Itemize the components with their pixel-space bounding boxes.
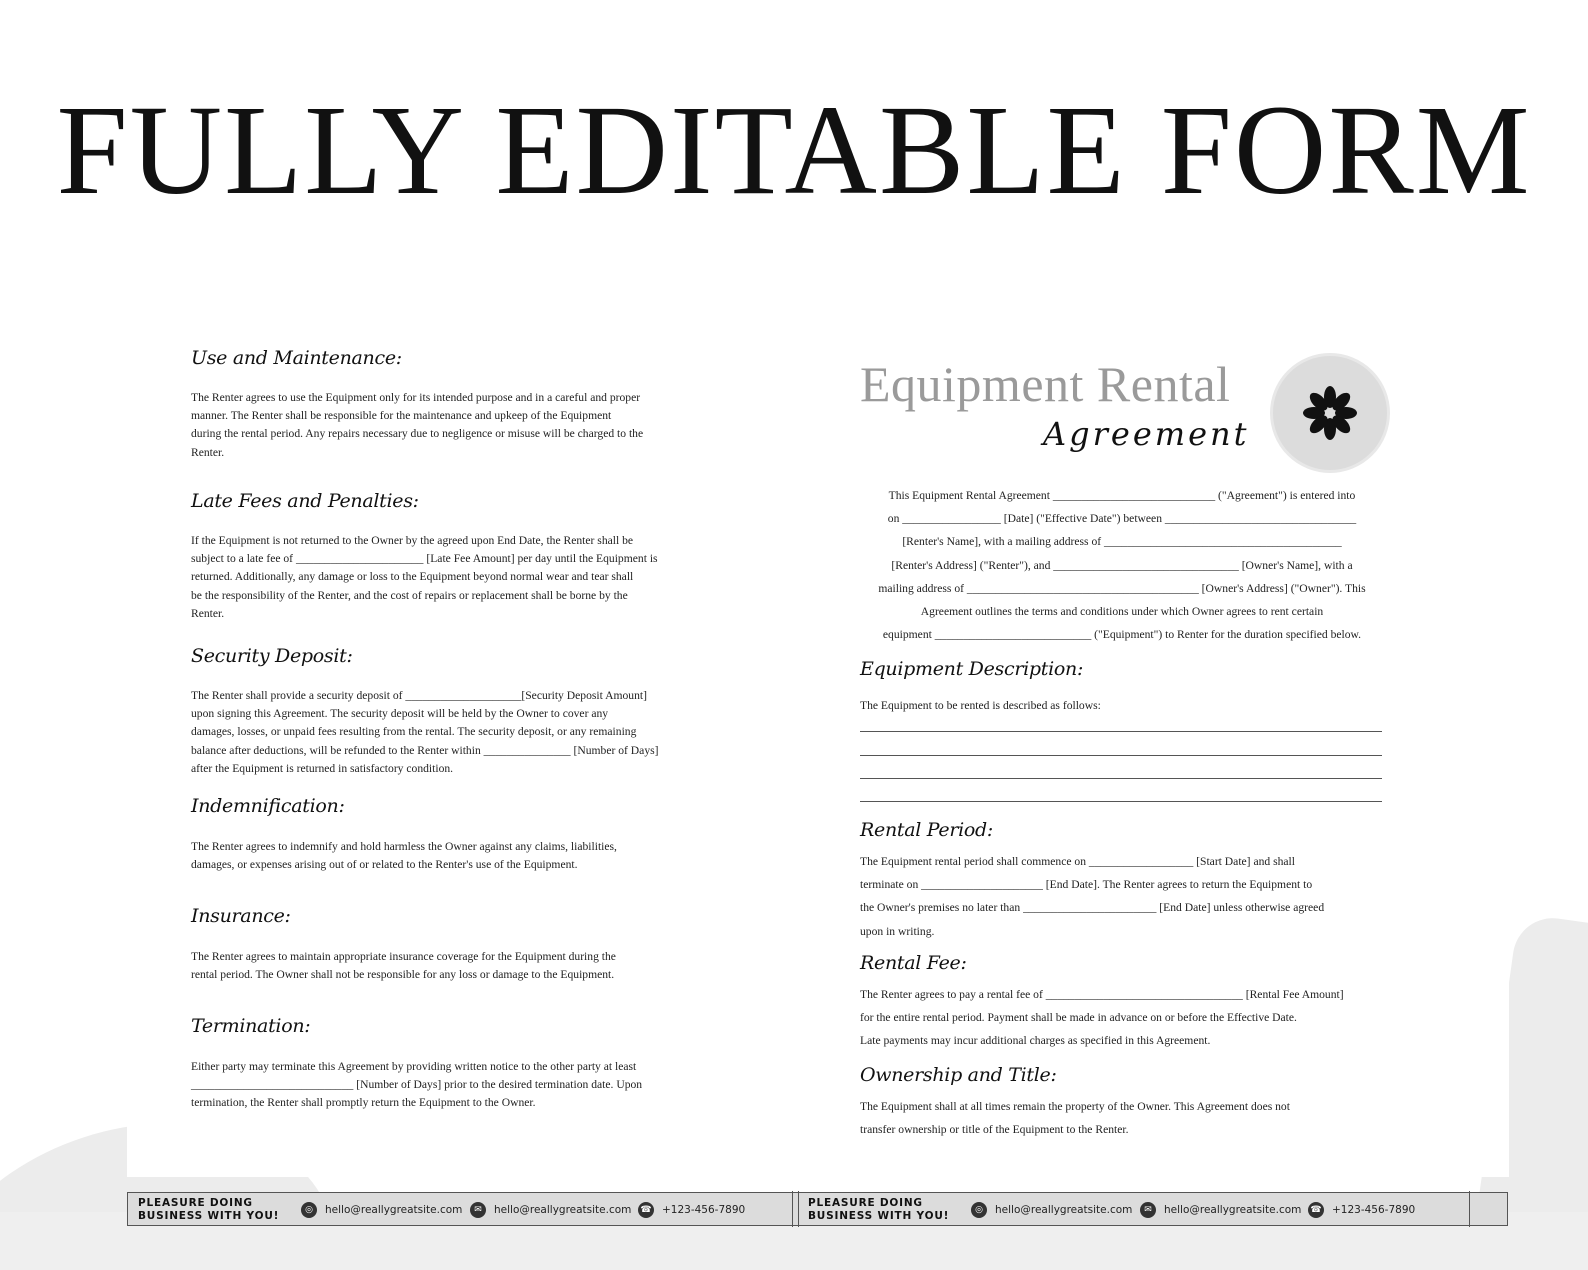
- section-text-use: The Renter agrees to use the Equipment only for its intended purpose and in a careful and proper manner. The Renter shall be responsible for the maintenance and upkeep of the Equipment during the rental period. Any repairs necessary due to negligence or misuse will be charged to the Renter.: [191, 391, 644, 459]
- footer-tagline: PLEASURE DOING BUSINESS WITH YOU!: [808, 1197, 950, 1222]
- left-page: [127, 335, 791, 1177]
- banner-title: FULLY EDITABLE FORM: [56, 79, 1532, 221]
- section-text-ownership: The Equipment shall at all times remain the property of the Owner. This Agreement does not transfer ownership or title of the Equipment to the Renter.: [860, 1100, 1290, 1137]
- section-heading-termination: Termination:: [191, 1015, 311, 1037]
- right-page: [797, 335, 1509, 1177]
- footer-phone[interactable]: ☎ +123-456-7890: [638, 1201, 745, 1219]
- section-text-late-fees: If the Equipment is not returned to the Owner by the agreed upon End Date, the Renter shall be subject to a late fee of ______________________ [Late Fee Amount] per day until the Equipment is returned. Additionally, any damage or loss to the Equipment beyond normal wear and tear shall be the responsibility of the Renter, and the cost of repairs or replacement shall be borne by the Renter.: [191, 534, 658, 620]
- section-heading-deposit: Security Deposit:: [191, 645, 353, 667]
- footer-bar: [127, 1192, 1508, 1226]
- footer-left: [128, 1193, 792, 1227]
- blank-line: [860, 778, 1382, 779]
- mail-icon: ✉: [1140, 1202, 1156, 1218]
- section-text-rental-period: The Equipment rental period shall commence on __________________ [Start Date] and shall terminate on _____________________ [End Date]. The Renter agrees to return the Equipment to the Owner's premises no later than _______________________ [End Date] unless otherwise agreed upon in writing.: [860, 855, 1325, 938]
- section-heading-rental-period: Rental Period:: [860, 819, 994, 841]
- intro-paragraph: This Equipment Rental Agreement ____________________________ ("Agreement") is entered into on _________________ [Date] ("Effective Date") between _________________________________ [Renter's Name], with a mailing address of _________________________________________ [Renter's Address] ("Renter"), and ________________________________ [Owner's Name], with a mailing address of ________________________________________ [Owner's Address] ("Owner"). This Agreement outlines the terms and conditions under which Owner agrees to rent certain equipment ___________________________ ("Equipment") to Renter for the duration specified below.: [878, 489, 1366, 642]
- footer-email[interactable]: ✉ hello@reallygreatsite.com: [470, 1201, 631, 1219]
- section-heading-late-fees: Late Fees and Penalties:: [191, 490, 419, 512]
- blank-line: [860, 731, 1382, 732]
- section-heading-indemnification: Indemnification:: [191, 795, 345, 817]
- section-heading-equipment: Equipment Description:: [860, 658, 1084, 680]
- blank-line: [860, 801, 1382, 802]
- phone-icon: ☎: [638, 1202, 654, 1218]
- footer-tagline: PLEASURE DOING BUSINESS WITH YOU!: [138, 1197, 280, 1222]
- document-subtitle: Agreement: [1043, 415, 1250, 453]
- section-text-rental-fee: The Renter agrees to pay a rental fee of __________________________________ [Rental Fee Amount] for the entire rental period. Payment shall be made in advance on or before the Effective Date. Late payments may incur additional charges as specified in this Agreement.: [860, 988, 1344, 1048]
- footer-website[interactable]: ◎ hello@reallygreatsite.com: [301, 1201, 462, 1219]
- footer-right: [798, 1193, 1509, 1227]
- logo-badge: [1270, 353, 1390, 473]
- globe-icon: ◎: [301, 1202, 317, 1218]
- footer-phone[interactable]: ☎ +123-456-7890: [1308, 1201, 1415, 1219]
- section-text-indemnification: The Renter agrees to indemnify and hold harmless the Owner against any claims, liabilities, damages, or expenses arising out of or related to the Renter's use of the Equipment.: [191, 840, 617, 872]
- section-text-deposit: The Renter shall provide a security deposit of ____________________[Security Deposit Amount] upon signing this Agreement. The security deposit will be held by the Owner to cover any damages, losses, or unpaid fees resulting from the rental. The security deposit, or any remaining balance after deductions, will be refunded to the Renter within _______________ [Number of Days] after the Equipment is returned in satisfactory condition.: [191, 689, 659, 775]
- mail-icon: ✉: [470, 1202, 486, 1218]
- globe-icon: ◎: [971, 1202, 987, 1218]
- section-heading-rental-fee: Rental Fee:: [860, 952, 967, 974]
- footer-divider: [792, 1191, 793, 1227]
- section-heading-ownership: Ownership and Title:: [860, 1064, 1057, 1086]
- phone-icon: ☎: [1308, 1202, 1324, 1218]
- equipment-text: The Equipment to be rented is described as follows:: [860, 699, 1101, 712]
- section-heading-use: Use and Maintenance:: [191, 347, 402, 369]
- blank-line: [860, 755, 1382, 756]
- document-title: Equipment Rental: [860, 356, 1231, 412]
- footer-website[interactable]: ◎ hello@reallygreatsite.com: [971, 1201, 1132, 1219]
- section-text-insurance: The Renter agrees to maintain appropriate insurance coverage for the Equipment during the rental period. The Owner shall not be responsible for any loss or damage to the Equipment.: [191, 950, 616, 982]
- footer-divider: [1469, 1191, 1470, 1227]
- section-heading-insurance: Insurance:: [191, 905, 291, 927]
- section-text-termination: Either party may terminate this Agreement by providing written notice to the other party at least ____________________________ [Number of Days] prior to the desired termination date. Upon termination, the Renter shall promptly return the Equipment to the Owner.: [191, 1060, 643, 1110]
- footer-email[interactable]: ✉ hello@reallygreatsite.com: [1140, 1201, 1301, 1219]
- flower-icon: [1273, 356, 1387, 470]
